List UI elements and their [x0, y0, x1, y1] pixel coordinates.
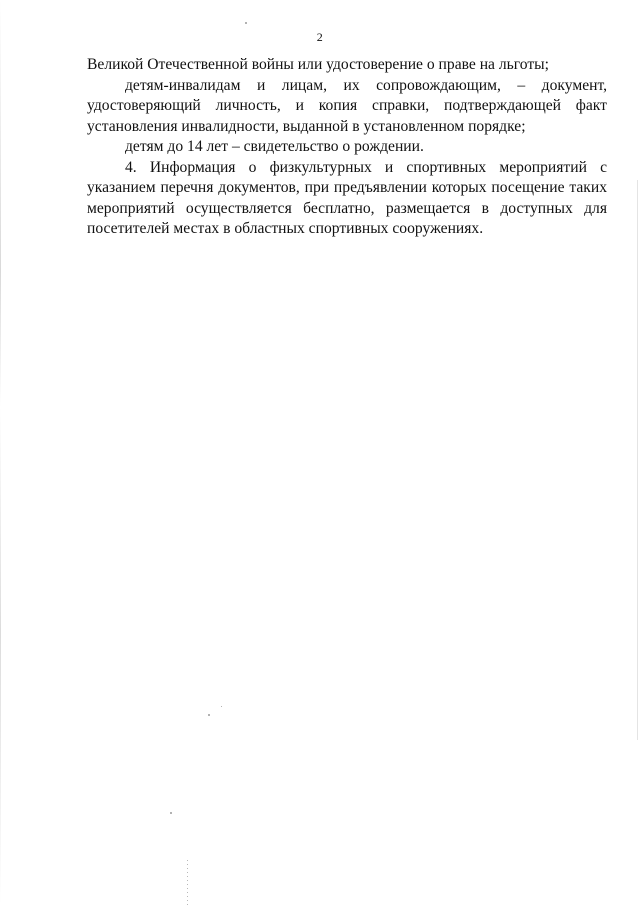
scan-right-edge — [637, 180, 638, 740]
document-body — [87, 55, 607, 240]
scan-speck — [221, 706, 222, 707]
scan-speck — [208, 714, 210, 716]
page-number: 2 — [316, 30, 324, 44]
scan-dotted-line — [187, 860, 188, 905]
paragraph-disabled-children: детям-инвалидам и лицам, их сопровождающим, – документ, удостоверяющий личность, и копия справки, подтверждающей факт установления инвалидности, выданной в установленном порядке; — [87, 76, 607, 135]
paragraph-continuation: Великой Отечественной войны или удостоверение о праве на льготы; — [87, 56, 549, 73]
scan-speck — [245, 22, 247, 24]
scan-speck — [170, 812, 172, 814]
paragraph-children-under-14: детям до 14 лет – свидетельство о рождении. — [125, 138, 424, 155]
paragraph-item-4: 4. Информация о физкультурных и спортивных мероприятий с указанием перечня документов, при предъявлении которых посещение таких мероприятий осуществляется бесплатно, размещается в доступных для посетителей местах в областных спортивных сооружениях. — [87, 158, 607, 237]
scan-left-edge — [0, 0, 1, 905]
